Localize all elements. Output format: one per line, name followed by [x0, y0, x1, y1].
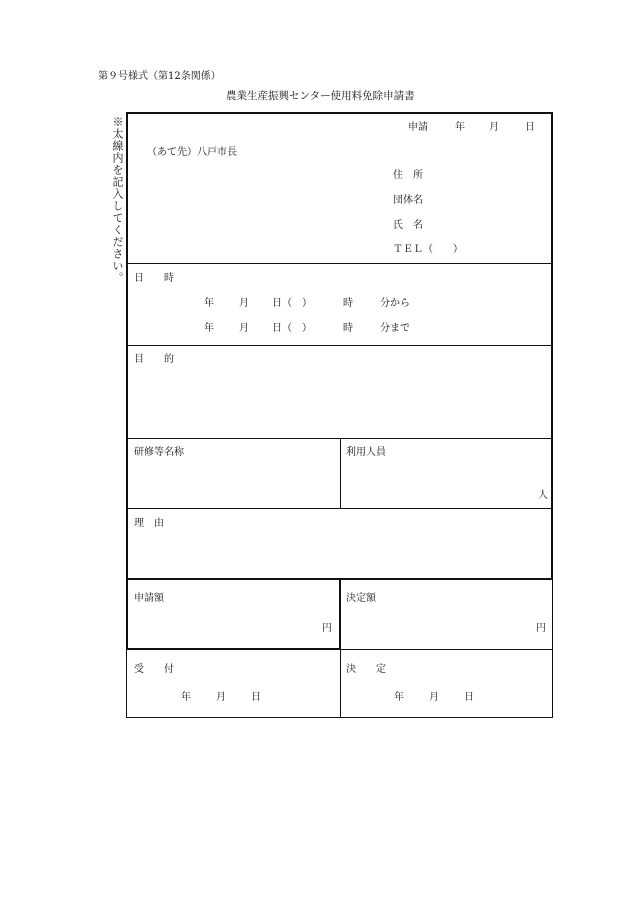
received-month: 月	[216, 692, 226, 703]
applied-amount-label: 申請額	[134, 593, 164, 604]
reason-label: 理 由	[134, 518, 164, 529]
addressee: （あて先）八戸市長	[147, 147, 237, 158]
form-title: 農業生産振興センター使用料免除申請書	[226, 90, 415, 102]
divider-schedule	[127, 345, 552, 346]
tel-label: ＴＥＬ（ ）	[393, 244, 463, 255]
end-month: 月	[239, 323, 249, 334]
form-number: 第９号様式（第12条関係）	[98, 71, 221, 82]
name-label: 氏 名	[393, 220, 423, 231]
start-hour: 時	[343, 298, 353, 309]
group-label: 団体名	[393, 195, 423, 206]
date-year: 年	[455, 122, 465, 133]
applied-amount-unit: 円	[322, 623, 332, 634]
date-month: 月	[489, 122, 499, 133]
start-day: 日（ ）	[272, 298, 312, 309]
decided-amount-unit: 円	[536, 623, 546, 634]
users-unit: 人	[538, 490, 548, 501]
side-note: ※太線内を記入してください。	[111, 116, 124, 284]
decided-amount-label: 決定額	[346, 593, 376, 604]
divider-training	[127, 508, 552, 509]
received-day: 日	[251, 692, 261, 703]
purpose-label: 目 的	[134, 354, 174, 365]
received-year: 年	[181, 692, 191, 703]
start-month: 月	[239, 298, 249, 309]
applied-amount-frame	[126, 578, 341, 650]
date-day: 日	[525, 122, 535, 133]
start-suffix: 分から	[380, 298, 410, 309]
office-divider	[340, 650, 341, 718]
training-label: 研修等名称	[134, 447, 184, 458]
end-day: 日（ ）	[272, 323, 312, 334]
received-label: 受 付	[134, 664, 174, 675]
users-label: 利用人員	[346, 447, 386, 458]
start-year: 年	[204, 298, 214, 309]
divider-header	[127, 263, 552, 264]
decision-label: 決 定	[346, 664, 386, 675]
decision-day: 日	[464, 692, 474, 703]
date-label: 申請	[408, 122, 428, 133]
schedule-label: 日 時	[134, 273, 174, 284]
decision-year: 年	[394, 692, 404, 703]
end-year: 年	[204, 323, 214, 334]
decision-month: 月	[429, 692, 439, 703]
divider-training-users	[340, 439, 341, 508]
thick-frame	[126, 112, 553, 580]
decided-amount-frame	[340, 579, 553, 650]
end-hour: 時	[343, 323, 353, 334]
address-label: 住 所	[393, 170, 423, 181]
end-suffix: 分まで	[380, 323, 410, 334]
